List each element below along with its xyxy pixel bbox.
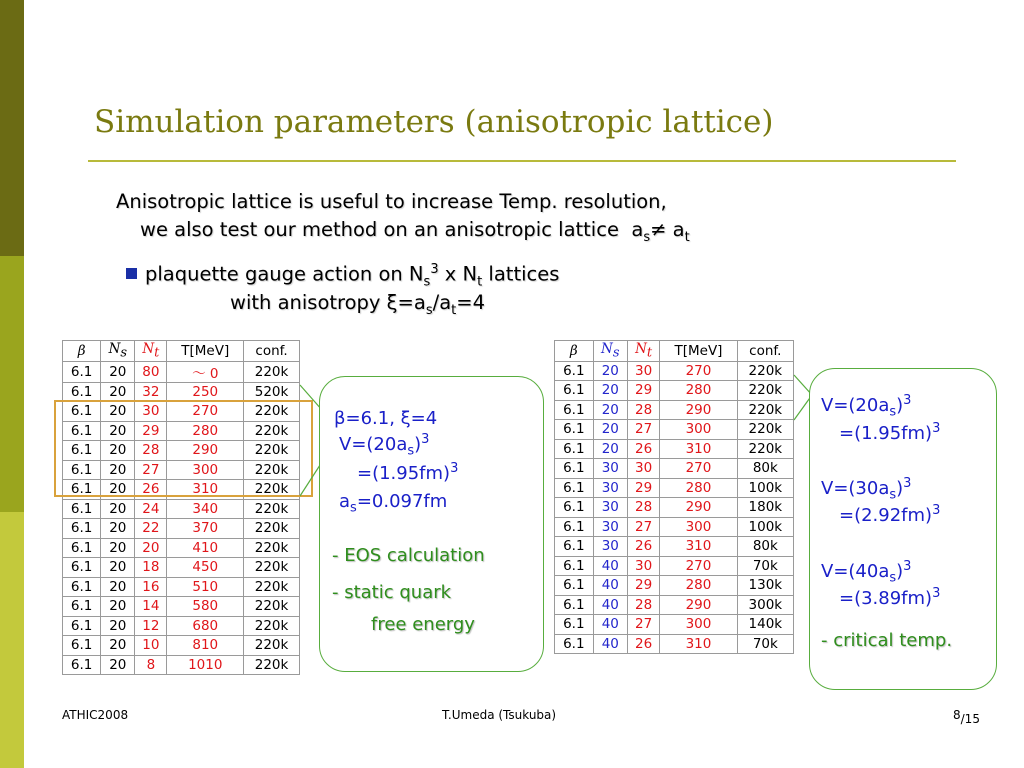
- cell-conf: 80k: [737, 459, 793, 479]
- table-row: [555, 420, 794, 440]
- cell-temperature: 310: [660, 634, 737, 654]
- cell-temperature: 280: [660, 576, 737, 596]
- cell-ns: 20: [101, 402, 135, 422]
- cell-conf: 220k: [737, 400, 793, 420]
- cell-beta: 6.1: [555, 420, 594, 440]
- cell-temperature: 280: [167, 421, 244, 441]
- table-row: [555, 459, 794, 479]
- params-text: β=6.1, ξ=4: [334, 408, 438, 429]
- cell-beta: 6.1: [555, 576, 594, 596]
- cell-beta: 6.1: [63, 577, 101, 597]
- cell-ns: 20: [101, 421, 135, 441]
- footer-page-number: 8/15: [953, 708, 980, 726]
- cell-ns: 40: [593, 634, 627, 654]
- use-eos: - EOS calculation: [332, 545, 485, 566]
- cell-temperature: 810: [167, 636, 244, 656]
- cell-temperature: 680: [167, 616, 244, 636]
- cell-ns: 40: [593, 615, 627, 635]
- volume-text: $V=(20a_s)^3$: [339, 432, 430, 459]
- cell-nt: 26: [135, 480, 167, 500]
- cell-conf: 220k: [737, 381, 793, 401]
- table-row: [555, 400, 794, 420]
- table-row: [63, 499, 300, 519]
- table-row: [555, 439, 794, 459]
- cell-beta: 6.1: [555, 615, 594, 635]
- cell-ns: 40: [593, 576, 627, 596]
- cell-conf: 180k: [737, 498, 793, 518]
- cell-temperature: 510: [167, 577, 244, 597]
- table-row: [555, 634, 794, 654]
- cell-nt: 30: [627, 459, 659, 479]
- cell-nt: 29: [627, 576, 659, 596]
- cell-conf: 220k: [737, 439, 793, 459]
- cell-conf: 220k: [244, 361, 300, 382]
- cell-beta: 6.1: [63, 382, 101, 402]
- cell-beta: 6.1: [63, 558, 101, 578]
- cell-conf: 220k: [737, 420, 793, 440]
- footer-conference: ATHIC2008: [62, 708, 129, 722]
- cell-beta: 6.1: [555, 361, 594, 381]
- cell-conf: 100k: [737, 478, 793, 498]
- cell-temperature: 300: [660, 615, 737, 635]
- cell-ns: 20: [101, 558, 135, 578]
- table-row: [555, 361, 794, 381]
- cell-temperature: 270: [660, 459, 737, 479]
- cell-conf: 130k: [737, 576, 793, 596]
- cell-nt: 16: [135, 577, 167, 597]
- cell-nt: 28: [627, 400, 659, 420]
- volume-20-fm-text: $=(1.95fm)^3$: [839, 421, 941, 444]
- cell-nt: 24: [135, 499, 167, 519]
- use-critical-temp: - critical temp.: [821, 630, 953, 651]
- cell-ns: 40: [593, 595, 627, 615]
- table-row: [63, 636, 300, 656]
- header-temperature: T[MeV]: [660, 341, 737, 362]
- table-header-row: [555, 341, 794, 362]
- cell-ns: 30: [593, 498, 627, 518]
- cell-conf: 220k: [244, 480, 300, 500]
- cell-temperature: 370: [167, 519, 244, 539]
- cell-ns: 20: [593, 400, 627, 420]
- cell-nt: 26: [627, 537, 659, 557]
- header-ns: $N_s$: [593, 341, 627, 362]
- cell-beta: 6.1: [63, 636, 101, 656]
- cell-ns: 20: [101, 361, 135, 382]
- cell-conf: 220k: [244, 460, 300, 480]
- cell-temperature: 310: [167, 480, 244, 500]
- cell-nt: 29: [627, 381, 659, 401]
- cell-nt: 28: [627, 498, 659, 518]
- cell-temperature: 450: [167, 558, 244, 578]
- cell-conf: 220k: [244, 558, 300, 578]
- volume-20-text: $V=(20a_s)^3$: [821, 393, 912, 420]
- table-row: [63, 577, 300, 597]
- cell-beta: 6.1: [555, 439, 594, 459]
- cell-temperature: 290: [660, 595, 737, 615]
- volume-40-fm-text: $=(3.89fm)^3$: [839, 586, 941, 609]
- cell-conf: 220k: [244, 519, 300, 539]
- intro-line-2: we also test our method on an anisotropic lattice $a_s\ne a_t$: [140, 218, 690, 245]
- table-row: [555, 537, 794, 557]
- header-conf: conf.: [244, 341, 300, 362]
- cell-conf: 220k: [244, 538, 300, 558]
- cell-conf: 220k: [244, 499, 300, 519]
- cell-temperature: 310: [660, 537, 737, 557]
- cell-ns: 20: [101, 382, 135, 402]
- side-band-top: [0, 0, 24, 256]
- cell-beta: 6.1: [555, 459, 594, 479]
- spacing-text: $a_s=0.097fm$: [339, 491, 448, 516]
- header-nt: $N_t$: [135, 341, 167, 362]
- table-header-row: [63, 341, 300, 362]
- cell-nt: 27: [627, 420, 659, 440]
- table-row: [555, 517, 794, 537]
- table-row: [555, 576, 794, 596]
- volume-30-text: $V=(30a_s)^3$: [821, 476, 912, 503]
- cell-temperature: 300: [660, 517, 737, 537]
- cell-ns: 30: [593, 478, 627, 498]
- cell-nt: 30: [627, 556, 659, 576]
- cell-ns: 20: [593, 361, 627, 381]
- table-row: [555, 595, 794, 615]
- table-row: [63, 597, 300, 617]
- cell-beta: 6.1: [555, 400, 594, 420]
- volume-30-fm-text: $=(2.92fm)^3$: [839, 503, 941, 526]
- cell-conf: 70k: [737, 634, 793, 654]
- cell-conf: 300k: [737, 595, 793, 615]
- cell-nt: 27: [135, 460, 167, 480]
- title-divider: [88, 160, 956, 162]
- cell-nt: 8: [135, 655, 167, 675]
- cell-nt: 22: [135, 519, 167, 539]
- header-ns: $N_s$: [101, 341, 135, 362]
- cell-ns: 20: [101, 636, 135, 656]
- cell-beta: 6.1: [63, 616, 101, 636]
- cell-temperature: 1010: [167, 655, 244, 675]
- header-beta: β: [555, 341, 594, 362]
- cell-beta: 6.1: [63, 480, 101, 500]
- cell-beta: 6.1: [555, 517, 594, 537]
- cell-beta: 6.1: [555, 478, 594, 498]
- cell-ns: 20: [101, 460, 135, 480]
- cell-ns: 20: [593, 439, 627, 459]
- cell-ns: 20: [101, 499, 135, 519]
- cell-conf: 220k: [244, 402, 300, 422]
- cell-ns: 30: [593, 517, 627, 537]
- header-conf: conf.: [737, 341, 793, 362]
- cell-nt: 80: [135, 361, 167, 382]
- table-row: [63, 616, 300, 636]
- volume-fm-text: $=(1.95fm)^3$: [357, 461, 459, 484]
- cell-beta: 6.1: [63, 538, 101, 558]
- cell-ns: 20: [593, 381, 627, 401]
- table-row: [555, 556, 794, 576]
- cell-nt: 28: [627, 595, 659, 615]
- cell-nt: 20: [135, 538, 167, 558]
- cell-ns: 30: [593, 537, 627, 557]
- footer-author: T.Umeda (Tsukuba): [442, 708, 557, 722]
- side-band-middle: [0, 256, 24, 512]
- table-row: [63, 361, 300, 382]
- cell-ns: 20: [101, 597, 135, 617]
- side-band-bottom: [0, 512, 24, 768]
- cell-temperature: 290: [660, 498, 737, 518]
- cell-conf: 80k: [737, 537, 793, 557]
- table-row: [555, 478, 794, 498]
- cell-temperature: 580: [167, 597, 244, 617]
- cell-temperature: ～ 0: [167, 361, 244, 382]
- cell-conf: 70k: [737, 556, 793, 576]
- cell-temperature: 280: [660, 381, 737, 401]
- cell-conf: 220k: [244, 655, 300, 675]
- cell-conf: 220k: [737, 361, 793, 381]
- volume-40-text: $V=(40a_s)^3$: [821, 559, 912, 586]
- cell-beta: 6.1: [555, 537, 594, 557]
- cell-nt: 12: [135, 616, 167, 636]
- cell-temperature: 410: [167, 538, 244, 558]
- header-beta: β: [63, 341, 101, 362]
- table-row: [63, 538, 300, 558]
- use-free-energy: free energy: [371, 614, 475, 635]
- cell-ns: 20: [101, 441, 135, 461]
- highlight-box: [54, 400, 313, 497]
- cell-conf: 220k: [244, 636, 300, 656]
- cell-conf: 220k: [244, 577, 300, 597]
- table-row: [63, 382, 300, 402]
- cell-nt: 30: [135, 402, 167, 422]
- cell-nt: 27: [627, 615, 659, 635]
- cell-temperature: 270: [660, 361, 737, 381]
- cell-temperature: 250: [167, 382, 244, 402]
- cell-conf: 220k: [244, 616, 300, 636]
- cell-nt: 26: [627, 439, 659, 459]
- cell-beta: 6.1: [555, 634, 594, 654]
- cell-nt: 30: [627, 361, 659, 381]
- cell-conf: 140k: [737, 615, 793, 635]
- cell-temperature: 270: [660, 556, 737, 576]
- cell-nt: 29: [627, 478, 659, 498]
- cell-beta: 6.1: [555, 595, 594, 615]
- cell-nt: 14: [135, 597, 167, 617]
- cell-ns: 20: [101, 577, 135, 597]
- right-parameter-table: [554, 340, 794, 654]
- use-static-quark: - static quark: [332, 582, 452, 603]
- intro-line-1: Anisotropic lattice is useful to increase Temp. resolution,: [116, 190, 667, 213]
- cell-nt: 18: [135, 558, 167, 578]
- cell-ns: 20: [593, 420, 627, 440]
- cell-conf: 220k: [244, 421, 300, 441]
- cell-beta: 6.1: [63, 499, 101, 519]
- cell-temperature: 300: [660, 420, 737, 440]
- bullet-line-2: with anisotropy $\xi=a_s/a_t=4$: [230, 291, 486, 318]
- cell-nt: 10: [135, 636, 167, 656]
- cell-beta: 6.1: [555, 498, 594, 518]
- cell-temperature: 340: [167, 499, 244, 519]
- cell-conf: 520k: [244, 382, 300, 402]
- cell-temperature: 290: [660, 400, 737, 420]
- cell-beta: 6.1: [63, 460, 101, 480]
- slide-title: Simulation parameters (anisotropic lattice): [94, 104, 774, 140]
- header-temperature: T[MeV]: [167, 341, 244, 362]
- cell-nt: 26: [627, 634, 659, 654]
- table-row: [555, 615, 794, 635]
- table-row: [555, 381, 794, 401]
- cell-ns: 20: [101, 519, 135, 539]
- cell-conf: 220k: [244, 441, 300, 461]
- cell-ns: 20: [101, 480, 135, 500]
- cell-ns: 20: [101, 655, 135, 675]
- cell-beta: 6.1: [63, 421, 101, 441]
- table-row: [63, 655, 300, 675]
- cell-conf: 100k: [737, 517, 793, 537]
- table-row: [555, 498, 794, 518]
- table-row: [63, 558, 300, 578]
- cell-beta: 6.1: [63, 519, 101, 539]
- cell-beta: 6.1: [63, 361, 101, 382]
- cell-beta: 6.1: [63, 655, 101, 675]
- cell-conf: 220k: [244, 597, 300, 617]
- cell-beta: 6.1: [63, 402, 101, 422]
- cell-nt: 29: [135, 421, 167, 441]
- cell-ns: 40: [593, 556, 627, 576]
- cell-temperature: 310: [660, 439, 737, 459]
- cell-beta: 6.1: [555, 381, 594, 401]
- bullet-square-icon: [126, 268, 137, 279]
- cell-temperature: 290: [167, 441, 244, 461]
- cell-nt: 32: [135, 382, 167, 402]
- cell-nt: 28: [135, 441, 167, 461]
- cell-temperature: 270: [167, 402, 244, 422]
- cell-temperature: 300: [167, 460, 244, 480]
- cell-beta: 6.1: [63, 597, 101, 617]
- cell-beta: 6.1: [63, 441, 101, 461]
- table-row: [63, 519, 300, 539]
- cell-ns: 20: [101, 538, 135, 558]
- header-nt: $N_t$: [627, 341, 659, 362]
- left-parameter-table: [62, 340, 300, 675]
- cell-beta: 6.1: [555, 556, 594, 576]
- cell-ns: 30: [593, 459, 627, 479]
- cell-nt: 27: [627, 517, 659, 537]
- cell-temperature: 280: [660, 478, 737, 498]
- bullet-line-1: plaquette gauge action on $N_s^3$ x $N_t$ lattices: [126, 262, 559, 289]
- cell-ns: 20: [101, 616, 135, 636]
